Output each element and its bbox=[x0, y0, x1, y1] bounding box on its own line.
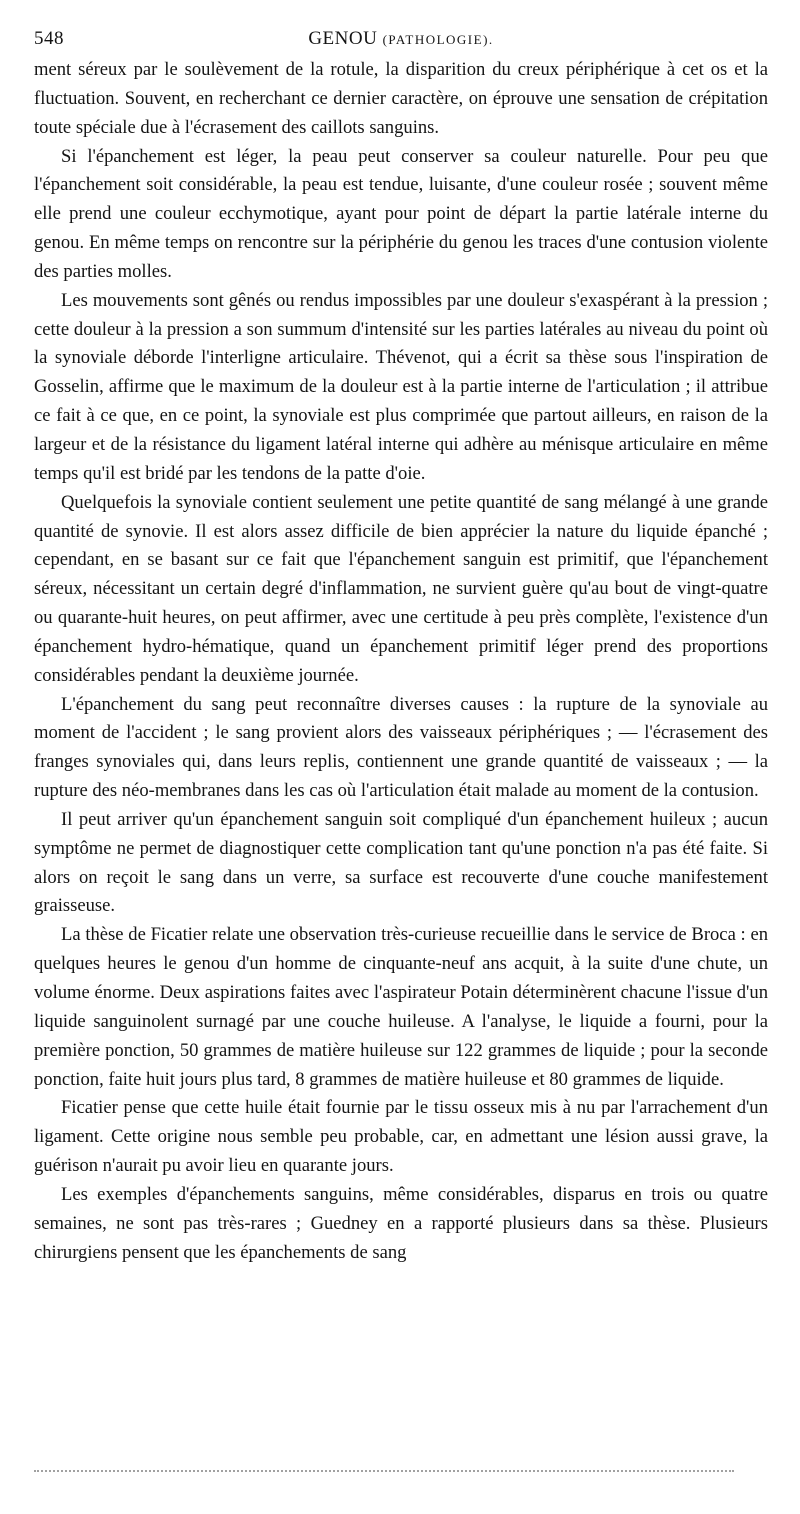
paragraph: Les exemples d'épanchements sanguins, même considérables, disparus en trois ou quatre semaines, ne sont pas très-rares ; Guedney en a rapporté plusieurs dans sa thèse. Plusieurs chirurgiens pensent que les épanchements de sang bbox=[34, 1183, 768, 1263]
running-head bbox=[34, 22, 768, 56]
paragraph: Il peut arriver qu'un épanchement sanguin soit compliqué d'un épanchement huileux ; aucun symptôme ne permet de diagnostiquer cette complication tant qu'une ponction n'a pas été faite. Si alors on reçoit le sang dans un verre, sa surface est recouverte d'une couche manifestement graisseuse. bbox=[34, 808, 768, 917]
paragraph: Ficatier pense que cette huile était fournie par le tissu osseux mis à nu par l'arrachement d'un ligament. Cette origine nous semble peu probable, car, en admettant une lésion aussi grave, la guérison n'aurait pu avoir lieu en quarante jours. bbox=[34, 1097, 768, 1177]
running-title-main: GENOU bbox=[308, 28, 378, 49]
paragraph: Si l'épanchement est léger, la peau peut conserver sa couleur naturelle. Pour peu que l'épanchement soit considérable, la peau est tendue, luisante, d'une couleur rosée ; souvent même elle prend une couleur ecchymotique, ayant pour point de départ la partie latérale interne du genou. En même temps on rencontre sur la périphérie du genou les traces d'une contusion violente des parties molles. bbox=[34, 145, 768, 282]
footer-dotted-rule bbox=[34, 1470, 734, 1476]
running-title bbox=[34, 22, 768, 57]
page-number: 548 bbox=[34, 28, 64, 49]
paragraph: Les mouvements sont gênés ou rendus impossibles par une douleur s'exaspérant à la pression ; cette douleur à la pression a son summum d'intensité sur les parties latérales au niveau du point où la synoviale déborde l'interligne articulaire. Thévenot, qui a écrit sa thèse sous l'inspiration de Gosselin, affirme que le maximum de la douleur est à la partie interne de l'articulation ; il attribue ce fait à ce que, en ce point, la synoviale est plus comprimée que partout ailleurs, en raison de la largeur et de la résistance du ligament latéral interne qui adhère au ménisque articulaire en même temps qu'il est bridé par les tendons de la patte d'oie. bbox=[34, 289, 768, 484]
document-page bbox=[34, 22, 768, 1267]
paragraph: ment séreux par le soulèvement de la rotule, la disparition du creux périphérique à cet os et la fluctuation. Souvent, en recherchant ce dernier caractère, on éprouve une sensation de crépitation toute spéciale due à l'écrasement des caillots sanguins. bbox=[34, 59, 768, 138]
paragraph: La thèse de Ficatier relate une observation très-curieuse recueillie dans le service de Broca : en quelques heures le genou d'un homme de cinquante-neuf ans acquit, à la suite d'une chute, un volume énorme. Deux aspirations faites avec l'aspirateur Potain déterminèrent chacune l'issue d'un liquide sanguinolent surnagé par une couche huileuse. A l'analyse, le liquide a fourni, pour la première ponction, 50 grammes de matière huileuse sur 122 grammes de liquide ; pour la seconde ponction, faite huit jours plus tard, 8 grammes de matière huileuse et 80 grammes de liquide. bbox=[34, 924, 768, 1090]
paragraph: L'épanchement du sang peut reconnaître diverses causes : la rupture de la synoviale au moment de l'accident ; le sang provient alors des vaisseaux périphériques ; — l'écrasement des franges synoviales qui, dans leurs replis, contiennent une grande quantité de vaisseaux ; — la rupture des néo-membranes dans les cas où l'articulation était malade au moment de la contusion. bbox=[34, 693, 768, 802]
running-title-subtitle: (PATHOLOGIE). bbox=[382, 32, 494, 47]
paragraph: Quelquefois la synoviale contient seulement une petite quantité de sang mélangé à une grande quantité de synovie. Il est alors assez difficile de bien apprécier la nature du liquide épanché ; cependant, en se basant sur ce fait que l'épanchement sanguin est primitif, que l'épanchement séreux, nécessitant un certain degré d'inflammation, ne survient guère qu'au bout de vingt-quatre ou quarante-huit heures, on peut affirmer, avec une certitude à peu près complète, l'existence d'un épanchement hydro-hématique, quand un épanchement primitif léger prend des proportions considérables pendant la deuxième journée. bbox=[34, 491, 768, 686]
body-text bbox=[34, 56, 768, 1267]
